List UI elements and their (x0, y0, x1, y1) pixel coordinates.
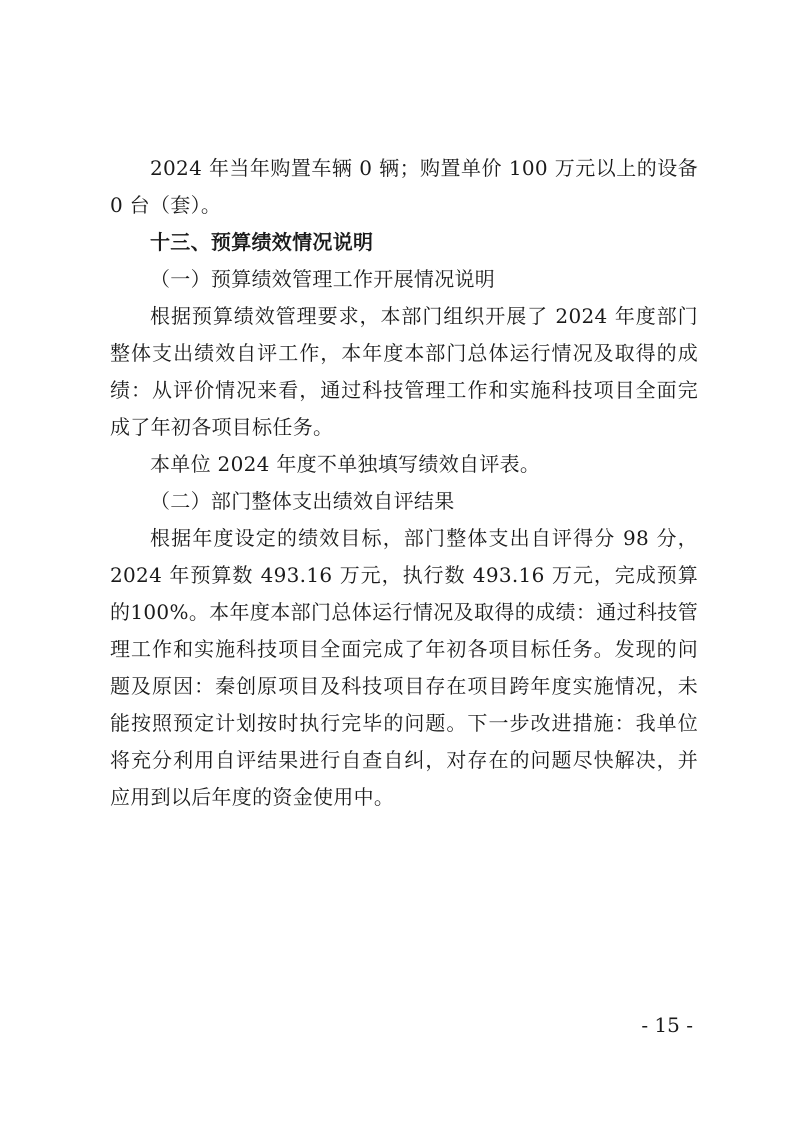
paragraph-no-form: 本单位 2024 年度不单独填写绩效自评表。 (150, 452, 541, 476)
section-heading-budget-performance: 十三、预算绩效情况说明 (150, 230, 374, 254)
paragraph-self-evaluation-work: 根据预算绩效管理要求，本部门组织开展了 2024 年度部门整体支出绩效自评工作，本年度本部门总体运行情况及取得的成绩：从评价情况来看，通过科技管理工作和实施科技项目全面完成了年初各项目标任务。 (110, 304, 698, 439)
page-number: - 15 - (641, 1013, 693, 1037)
paragraph-evaluation-results: 根据年度设定的绩效目标，部门整体支出自评得分 98 分，2024 年预算数 493.16 万元，执行数 493.16 万元，完成预算的100%。本年度本部门总体运行情况及取得的成绩：通过科技管理工作和实施科技项目全面完成了年初各项目标任务。发现的问题及原因：秦创原项目及科技项目存在项目跨年度实施情况，未能按照预定计划按时执行完毕的问题。下一步改进措施：我单位将充分利用自评结果进行自查自纠，对存在的问题尽快解决，并应用到以后年度的资金使用中。 (110, 526, 698, 809)
subsection-heading-management: （一）预算绩效管理工作开展情况说明 (150, 267, 496, 291)
document-body (110, 150, 698, 816)
paragraph-vehicle-purchase: 2024 年当年购置车辆 0 辆；购置单价 100 万元以上的设备0 台（套）。 (110, 156, 698, 217)
subsection-heading-results: （二）部门整体支出绩效自评结果 (150, 489, 455, 513)
